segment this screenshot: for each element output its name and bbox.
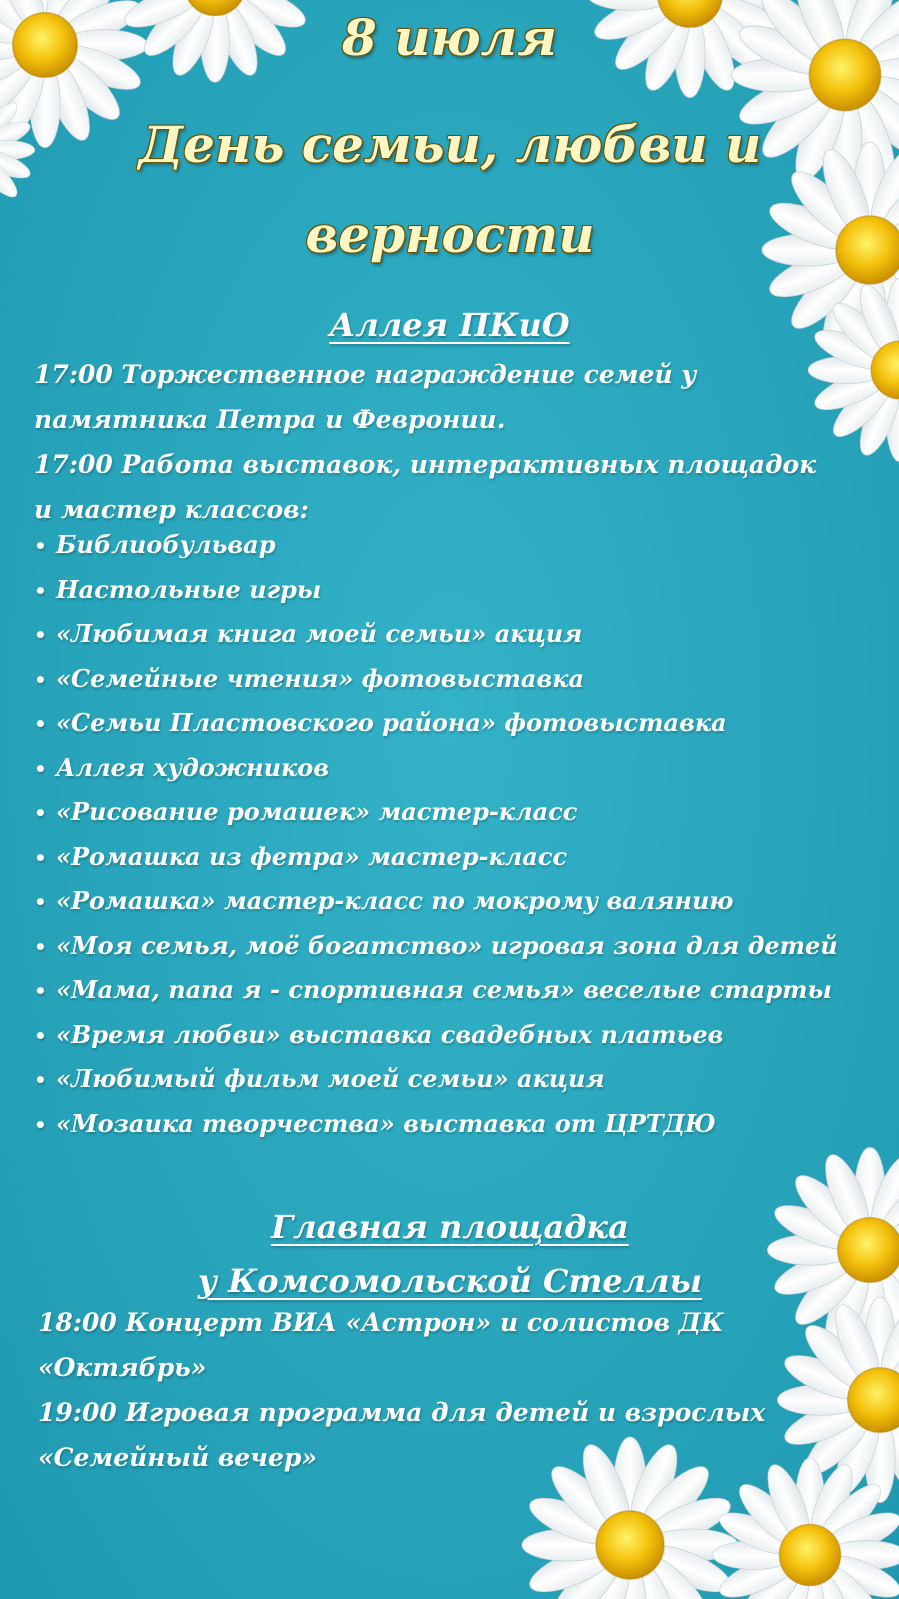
bullet-icon: • [34, 712, 47, 736]
list-item-label: «Любимая книга моей семьи» акция [56, 619, 583, 648]
activities-list [34, 530, 874, 1153]
event-date: 8 июля [341, 8, 557, 67]
list-item [34, 619, 874, 664]
section-heading-main-stage-location: у Комсомольской Стеллы [197, 1262, 703, 1300]
bullet-icon: • [34, 1068, 47, 1092]
list-item-label: «Рисование ромашек» мастер-класс [56, 797, 578, 826]
bullet-icon: • [34, 934, 47, 959]
list-item [34, 842, 874, 887]
list-item-label: Аллея художников [56, 752, 330, 782]
list-item [34, 975, 874, 1020]
schedule-line: «Октябрь» [38, 1353, 207, 1382]
bullet-icon: • [34, 979, 47, 1003]
schedule-line: памятника Петра и Февронии. [34, 405, 506, 434]
list-item-label: «Время любви» выставка свадебных платьев [56, 1019, 724, 1049]
bullet-icon: • [34, 801, 47, 825]
list-item [34, 931, 874, 976]
bullet-icon: • [34, 534, 47, 558]
bullet-icon: • [34, 578, 47, 603]
bullet-icon: • [34, 845, 47, 870]
section-heading-alley: Аллея ПКиО [329, 306, 570, 344]
list-item [34, 575, 874, 620]
list-item [34, 708, 874, 753]
bullet-icon: • [34, 667, 47, 692]
bullet-icon: • [34, 890, 47, 914]
schedule-line: 18:00 Концерт ВИА «Астрон» и солистов ДК [38, 1308, 724, 1337]
event-title-line-1: День семьи, любви и [138, 115, 762, 174]
bullet-icon: • [34, 756, 47, 781]
list-item-label: «Любимый фильм моей семьи» акция [56, 1064, 605, 1093]
section-heading-main-stage: Главная площадка [271, 1208, 629, 1246]
section2-schedule [38, 1300, 858, 1480]
list-item-label: «Ромашка из фетра» мастер-класс [56, 841, 568, 871]
section1-schedule [34, 352, 834, 532]
schedule-line: 17:00 Торжественное награждение семей у [34, 360, 697, 389]
list-item [34, 797, 874, 842]
list-item [34, 753, 874, 798]
bullet-icon: • [34, 1023, 47, 1048]
bullet-icon: • [34, 623, 47, 647]
event-title-line-2: верности [305, 205, 595, 264]
schedule-line: 17:00 Работа выставок, интерактивных площадок [34, 450, 817, 479]
event-title [70, 100, 830, 280]
bullet-icon: • [34, 1112, 47, 1137]
schedule-line: «Семейный вечер» [38, 1443, 318, 1472]
list-item-label: Настольные игры [56, 574, 322, 604]
list-item [34, 1064, 874, 1109]
list-item-label: «Мозаика творчества» выставка от ЦРТДЮ [56, 1108, 716, 1138]
list-item [34, 1020, 874, 1065]
list-item-label: «Семьи Пластовского района» фотовыставка [56, 708, 727, 737]
schedule-line: 19:00 Игровая программа для детей и взрослых [38, 1398, 766, 1427]
list-item [34, 664, 874, 709]
list-item [34, 530, 874, 575]
schedule-line: и мастер классов: [34, 495, 309, 524]
list-item-label: «Моя семья, моё богатство» игровая зона для детей [56, 930, 838, 960]
list-item-label: «Семейные чтения» фотовыставка [56, 663, 585, 693]
list-item-label: «Мама, папа я - спортивная семья» веселые старты [56, 975, 832, 1004]
list-item [34, 886, 874, 931]
list-item [34, 1109, 874, 1154]
list-item-label: Библиобульвар [56, 530, 276, 559]
list-item-label: «Ромашка» мастер-класс по мокрому валянию [56, 886, 734, 915]
